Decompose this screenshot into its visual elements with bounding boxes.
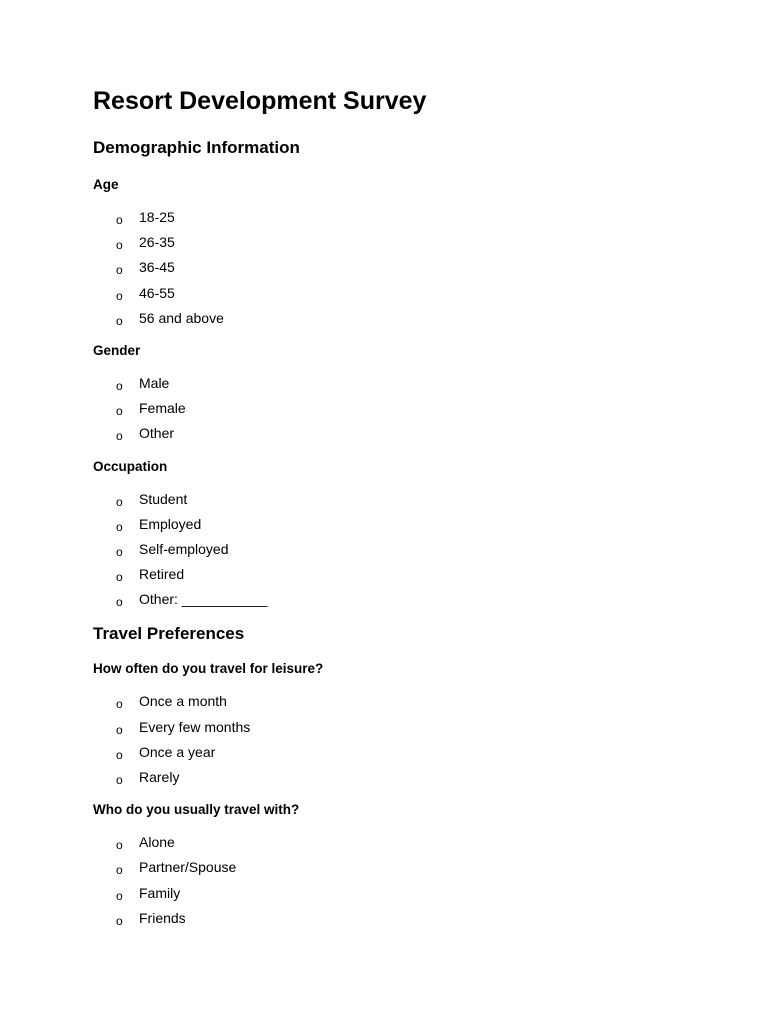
option-label: Other [139,425,175,442]
bullet-icon: o [116,544,123,559]
list-item[interactable] [93,515,693,540]
bullet-icon: o [116,570,123,585]
option-label: Family [139,884,181,901]
list-item[interactable] [93,233,693,258]
option-list-age [93,208,693,334]
list-item[interactable] [93,743,693,768]
option-list-gender [93,374,693,450]
list-item[interactable] [93,208,693,233]
option-list-occupation [93,490,693,616]
survey-document [93,84,693,934]
option-label: Male [139,374,170,391]
option-list-companions [93,833,693,934]
bullet-icon: o [116,773,123,787]
option-label: Female [139,400,186,417]
list-item[interactable] [93,399,693,424]
option-label: Other: ___________ [139,591,268,608]
bullet-icon: o [116,288,123,303]
list-item[interactable] [93,692,693,717]
option-label: Every few months [139,718,251,735]
list-item[interactable] [93,884,693,909]
option-label: 36-45 [139,259,175,276]
question-label-frequency: How often do you travel for leisure? [93,661,324,677]
list-item[interactable] [93,258,693,283]
page-title: Resort Development Survey [93,87,427,115]
option-label: Retired [139,566,185,583]
list-item[interactable] [93,284,693,309]
bullet-icon: o [116,313,123,328]
bullet-icon: o [116,697,123,712]
list-item[interactable] [93,490,693,515]
bullet-icon: o [116,238,123,253]
list-item[interactable] [93,768,693,793]
option-label: Once a year [139,743,216,760]
bullet-icon: o [116,595,123,610]
section-heading-demographic: Demographic Information [93,138,300,157]
list-item[interactable] [93,540,693,565]
bullet-icon: o [116,404,123,419]
bullet-icon: o [116,913,123,928]
option-label: Student [139,490,188,507]
bullet-icon: o [116,263,123,278]
list-item[interactable] [93,374,693,399]
option-label: Rarely [139,769,180,785]
section-heading-travel: Travel Preferences [93,624,245,644]
option-label: 56 and above [139,309,224,326]
list-item[interactable] [93,424,693,449]
bullet-icon: o [116,519,123,534]
list-item[interactable] [93,858,693,883]
list-item[interactable] [93,718,693,743]
bullet-icon: o [116,494,123,509]
question-label-companions: Who do you usually travel with? [93,802,300,818]
option-label: 46-55 [139,284,175,301]
bullet-icon: o [116,863,123,878]
option-label: Friends [139,909,186,926]
option-label: Employed [139,515,202,532]
bullet-icon: o [116,378,123,393]
option-label: 26-35 [139,234,175,251]
option-label: Partner/Spouse [139,859,237,876]
list-item[interactable] [93,309,693,334]
question-label-age: Age [93,177,119,192]
bullet-icon: o [116,747,123,762]
list-item[interactable] [93,909,693,934]
bullet-icon: o [116,888,123,903]
option-label: 18-25 [139,209,175,225]
question-label-gender: Gender [93,342,141,358]
bullet-icon: o [116,838,123,853]
option-label: Once a month [139,693,227,710]
option-label: Self-employed [139,540,229,557]
list-item[interactable] [93,590,693,615]
bullet-icon: o [116,722,123,737]
bullet-icon: o [116,213,123,227]
list-item[interactable] [93,833,693,858]
option-label: Alone [139,834,175,851]
question-label-occupation: Occupation [93,458,168,474]
option-list-frequency [93,692,693,793]
list-item[interactable] [93,565,693,590]
bullet-icon: o [116,429,123,444]
